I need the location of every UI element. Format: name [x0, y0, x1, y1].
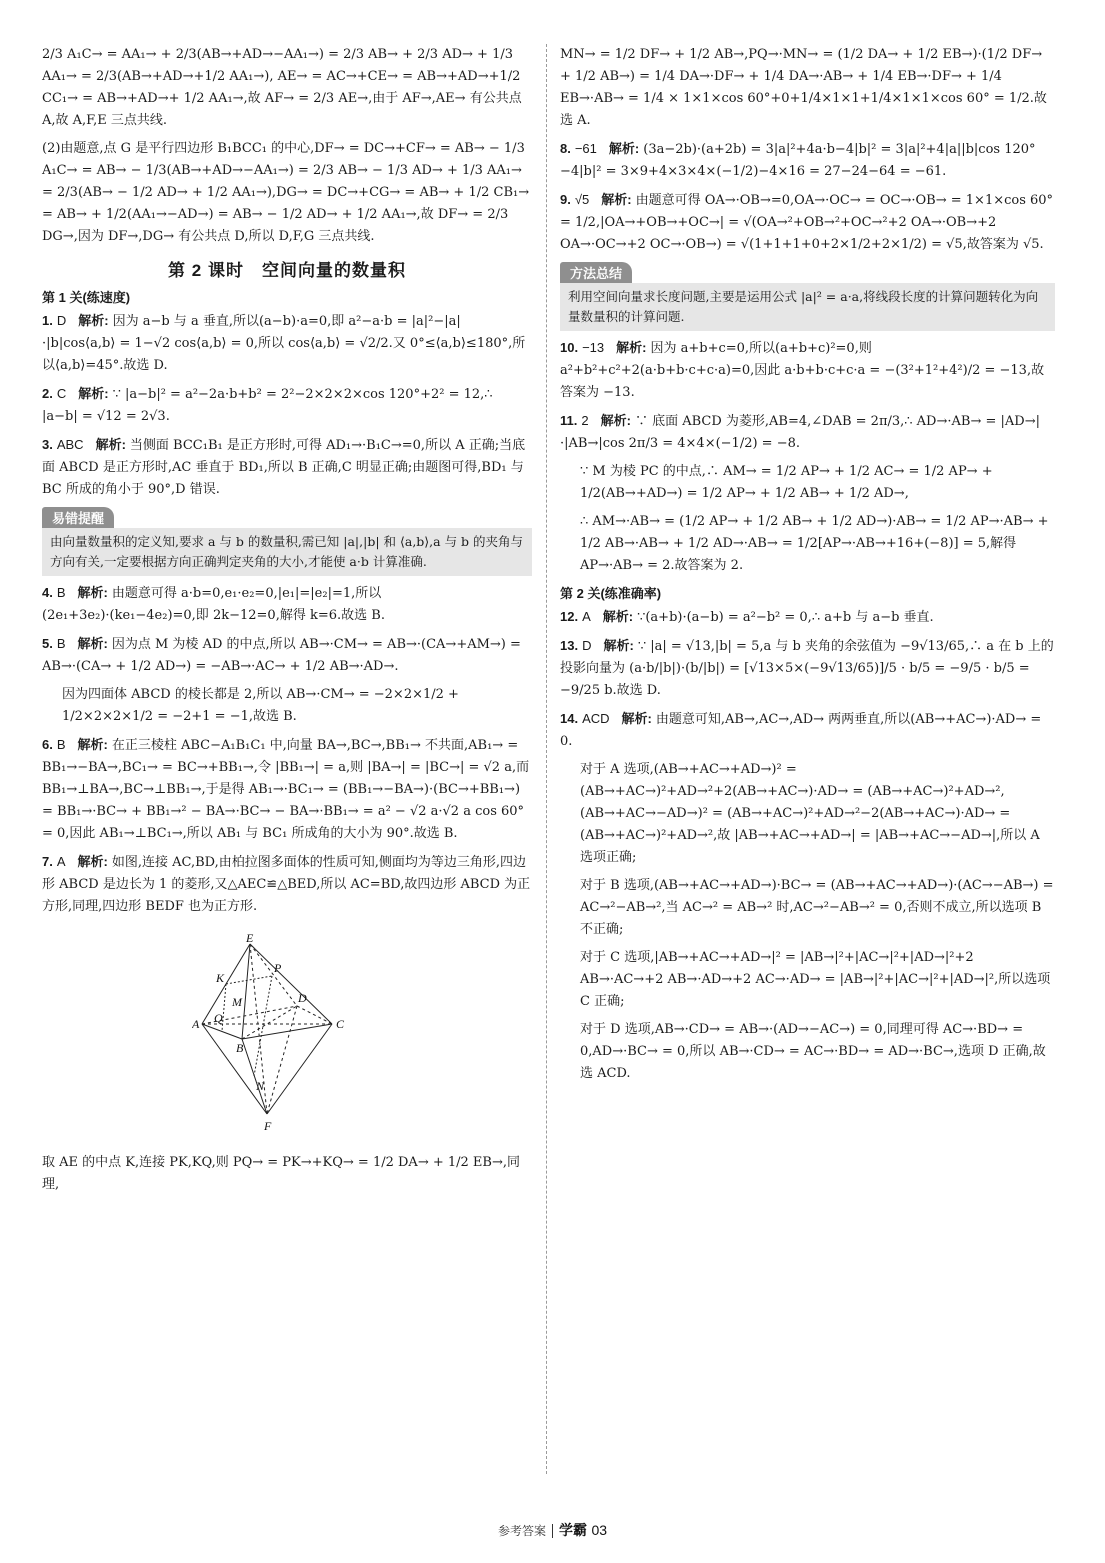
- answer-key: D: [56, 313, 67, 328]
- answer-key: D: [582, 638, 592, 653]
- analysis-label: 解析:: [77, 636, 108, 651]
- question-1: [42, 310, 532, 377]
- answer-key: √5: [574, 192, 590, 207]
- analysis-label: 解析:: [603, 638, 634, 653]
- answer-key: B: [56, 585, 66, 600]
- analysis-text: ∵ M 为棱 PC 的中点,∴ AM→ = 1/2 AP→ + 1/2 AC→ = 1/2 AP→ + 1/2(AB→+AD→) = 1/2 AP→ + 1/2 AB→ + 1/2 AD→,: [580, 464, 993, 501]
- answer-key: 2: [581, 413, 589, 428]
- answer-key: −61: [574, 141, 597, 156]
- question-14: [560, 708, 1055, 753]
- question-7: [42, 851, 532, 918]
- paragraph: MN→ = 1/2 DF→ + 1/2 AB→,PQ→·MN→ = (1/2 DA→ + 1/2 EB→)·(1/2 DF→ + 1/2 AB→) = 1/4 DA→·DF→ + 1/4 DA→·AB→ + 1/4 EB→·DF→ + 1/4 EB→·AB→ = 1/4 × 1×1×cos 60°+0+1/4×1×1+1/4×1×1×cos 60° = 1/2.故选 A.: [560, 47, 1047, 128]
- analysis-label: 解析:: [77, 585, 108, 600]
- question-10: [560, 337, 1055, 404]
- analysis-label: 解析:: [78, 313, 109, 328]
- vertex-label: Q: [214, 1011, 223, 1025]
- analysis-text: 因为点 M 为棱 AD 的中点,所以 AB→·CM→ = AB→·(CA→+AM→) = AB→·(CA→ + 1/2 AD→) = −AB→·AC→ + 1/2 AB→·AD→.: [42, 637, 521, 674]
- answer-key: B: [56, 636, 66, 651]
- question-3: [42, 434, 532, 501]
- question-number: 3.: [42, 437, 53, 452]
- question-number: 14.: [560, 711, 579, 726]
- analysis-label: 解析:: [77, 854, 108, 869]
- question-13: [560, 635, 1055, 702]
- question-number: 9.: [560, 192, 571, 207]
- analysis-label: 解析:: [602, 609, 634, 624]
- paragraph: (2)由题意,点 G 是平行四边形 B₁BCC₁ 的中心,DF→ = DC→+CF→ = AB→ − 1/3 A₁C→ = AB→ − 1/3(AB→+AD→−AA₁→) = 2/3 AB→ − 1/3 AD→ + 1/3 AA₁→ = 2/3(AB→ − 1/2 AD→ + 1/2 AA₁→),DG→ = DC→+CG→ = AB→ + 1/2 CB₁→ = AB→ + 1/2(AA₁→−AD→) = AB→ − 1/2 AD→ + 1/2 AA₁→,故 DF→ = 2/3 DG→,因为 DF→,DG→ 有公共点 D,所以 D,F,G 三点共线.: [42, 141, 530, 244]
- analysis-text: ∵ |a−b|² = a²−2a·b+b² = 2²−2×2×2×cos 120°+2² = 12,∴ |a−b| = √12 = 2√3.: [42, 387, 493, 424]
- answer-key: A: [582, 609, 591, 624]
- analysis-label: 解析:: [78, 386, 109, 401]
- paragraph: 2/3 A₁C→ = AA₁→ + 2/3(AB→+AD→−AA₁→) = 2/3 AB→ + 2/3 AD→ + 1/3 AA₁→ = 2/3(AB→+AD→+1/2 AA₁→), AE→ = AC→+CE→ = AB→+AD→+1/2 CC₁→ = AB→+AD→+ 1/2 AA₁→,故 AF→ = 2/3 AE→,由于 AF→,AE→ 有公共点 A,故 A,F,E 三点共线.: [42, 47, 522, 128]
- question-number: 6.: [42, 737, 53, 752]
- option-analysis: 对于 B 选项,(AB→+AC→+AD→)·BC→ = (AB→+AC→+AD→)·(AC→−AB→) = AC→²−AB→²,当 AC→² = AB→² 时,AC→²−AB→² = 0,否则不成立,所以选项 B 不正确;: [580, 878, 1054, 937]
- question-number: 5.: [42, 636, 53, 651]
- analysis-label: 解析:: [621, 711, 652, 726]
- footer-brand: 学霸: [558, 1522, 587, 1538]
- edge-line: [242, 944, 250, 1039]
- analysis-label: 解析:: [77, 737, 108, 752]
- column-divider: [546, 44, 547, 1474]
- option-analysis: 对于 C 选项,|AB→+AC→+AD→|² = |AB→|²+|AC→|²+|AD→|²+2 AB→·AC→+2 AB→·AD→+2 AC→·AD→ = |AB→|²+|AC→|²+|AD→|²,所以选项 C 正确;: [580, 950, 1051, 1009]
- method-box: [560, 262, 1055, 331]
- question-11: [560, 410, 1055, 455]
- analysis-text: ∵ |a| = √13,|b| = 5,a 与 b 夹角的余弦值为 −9√13/65,∴ a 在 b 上的投影向量为 (a·b/|b|)·(b/|b|) = [√13×5×(−9√13/65)]/5 · b/5 = −9/5 · b/5 = −9/25 b.故选 D.: [560, 639, 1054, 698]
- answer-key: ABC: [56, 437, 84, 452]
- level-heading: 第 2 关(练准确率): [560, 586, 662, 601]
- vertex-label: N: [256, 1079, 265, 1093]
- analysis-label: 解析:: [601, 192, 632, 207]
- question-number: 10.: [560, 340, 579, 355]
- edge-line: [202, 1024, 267, 1114]
- analysis-text: 因为 a−b 与 a 垂直,所以(a−b)·a=0,即 a²−a·b = |a|²−|a|·|b|cos⟨a,b⟩ = 1−√2 cos⟨a,b⟩ = 0,所以 cos⟨a,b⟩ = √2/2.又 0°≤⟨a,b⟩≤180°,所以⟨a,b⟩=45°.故选 D.: [42, 314, 526, 373]
- analysis-text: 当侧面 BCC₁B₁ 是正方形时,可得 AD₁→·B₁C→=0,所以 A 正确;当底面 ABCD 是正方形时,AC 垂直于 BD₁,所以 B 正确,C 明显正确;由题图可得,BD₁ 与 BC 所成的角小于 90°,D 错误.: [42, 438, 526, 497]
- level-heading: 第 1 关(练速度): [42, 290, 131, 305]
- analysis-label: 解析:: [608, 141, 640, 156]
- analysis-text: ∴ AM→·AB→ = (1/2 AP→ + 1/2 AB→ + 1/2 AD→)·AB→ = 1/2 AP→·AB→ + 1/2 AB→·AB→ + 1/2 AD→·AB→ = 1/2[AP→·AB→+16+(−8)] = 5,解得 AP→·AB→ = 2.故答案为 2.: [580, 514, 1049, 573]
- edge-line: [242, 1024, 332, 1039]
- edge-line: [297, 1006, 332, 1024]
- octahedron-figure: [192, 934, 372, 1134]
- analysis-text: 因为四面体 ABCD 的棱长都是 2,所以 AB→·CM→ = −2×2×1/2 + 1/2×2×2×1/2 = −2+1 = −1,故选 B.: [62, 687, 459, 724]
- vertex-label: D: [298, 991, 307, 1005]
- question-number: 2.: [42, 386, 53, 401]
- vertex-label: B: [236, 1041, 244, 1055]
- footer-divider: [552, 1524, 553, 1538]
- paragraph: 取 AE 的中点 K,连接 PK,KQ,则 PQ→ = PK→+KQ→ = 1/2 DA→ + 1/2 EB→,同理,: [42, 1155, 520, 1192]
- analysis-text: 如图,连接 AC,BD,由柏拉图多面体的性质可知,侧面均为等边三角形,四边形 ABCD 是边长为 1 的菱形,又△AEC≌△BED,所以 AC=BD,故四边形 ABCD 为正方形,同理,四边形 BEDF 也为正方形.: [42, 855, 531, 914]
- method-text: 利用空间向量求长度问题,主要是运用公式 |a|² = a·a,将线段长度的计算问题转化为向量数量积的计算问题.: [560, 283, 1055, 331]
- footer-label: 参考答案: [497, 1524, 546, 1538]
- question-4: [42, 582, 532, 627]
- answer-key: ACD: [582, 711, 610, 726]
- vertex-label: A: [192, 1017, 200, 1031]
- tip-box: [42, 507, 532, 576]
- analysis-label: 解析:: [616, 340, 647, 355]
- vertex-label: P: [274, 961, 282, 975]
- question-12: [560, 606, 1055, 629]
- question-number: 11.: [560, 413, 578, 428]
- segment-line: [226, 976, 272, 984]
- option-analysis: 对于 D 选项,AB→·CD→ = AB→·(AD→−AC→) = 0,同理可得 AC→·BD→ = 0,AD→·BC→ = 0,所以 AB→·CD→ = AC→·BD→ = AD→·BC→,选项 D 正确,故选 ACD.: [580, 1022, 1046, 1081]
- method-label: 方法总结: [560, 262, 632, 283]
- question-8: [560, 138, 1055, 183]
- analysis-text: 由题意可得 OA→·OB→=0,OA→·OC→ = OC→·OB→ = 1×1×cos 60° = 1/2,|OA→+OB→+OC→| = √(OA→²+OB→²+OC→²+2 OA→·OB→+2 OA→·OC→+2 OC→·OB→) = √(1+1+1+0+2×1/2+2×1/2) = √5,故答案为 √5.: [560, 193, 1054, 252]
- vertex-label: M: [232, 995, 242, 1009]
- vertex-label: C: [336, 1017, 345, 1031]
- analysis-label: 解析:: [600, 413, 631, 428]
- tip-text: 由向量数量积的定义知,要求 a 与 b 的数量积,需已知 |a|,|b| 和 ⟨a,b⟩,a 与 b 的夹角与方向有关,一定要根据方向正确判定夹角的大小,才能使 a·b 计算准确.: [42, 528, 532, 576]
- analysis-text: 由题意可得 a·b=0,e₁·e₂=0,|e₁|=|e₂|=1,所以(2e₁+3e₂)·(ke₁−4e₂)=0,即 2k−12=0,解得 k=6.故选 B.: [42, 586, 385, 623]
- question-9: [560, 189, 1055, 256]
- right-column: [560, 44, 1055, 1091]
- left-column: [42, 44, 532, 1202]
- vertex-label: F: [264, 1119, 272, 1133]
- question-number: 13.: [560, 638, 579, 653]
- answer-key: B: [56, 737, 66, 752]
- answer-key: −13: [582, 340, 605, 355]
- question-2: [42, 383, 532, 428]
- page-number: 03: [591, 1522, 608, 1538]
- question-number: 7.: [42, 854, 53, 869]
- question-number: 1.: [42, 313, 53, 328]
- edge-line: [250, 944, 297, 1006]
- section-title: 第 2 课时 空间向量的数量积: [168, 261, 406, 280]
- analysis-text: ∵ 底面 ABCD 为菱形,AB=4,∠DAB = 2π/3,∴ AD→·AB→ = |AD→|·|AB→|cos 2π/3 = 4×4×(−1/2) = −8.: [560, 414, 1040, 451]
- analysis-text: (3a−2b)·(a+2b) = 3|a|²+4a·b−4|b|² = 3|a|²+4|a||b|cos 120°−4|b|² = 3×9+4×3×4×(−1/2)−4×16 = 27−24−64 = −61.: [560, 142, 1036, 179]
- vertex-label: K: [216, 971, 225, 985]
- edge-line: [250, 944, 332, 1024]
- edge-line: [267, 1006, 297, 1114]
- analysis-text: ∵(a+b)·(a−b) = a²−b² = 0,∴ a+b 与 a−b 垂直.: [637, 610, 934, 625]
- vertex-label: E: [246, 934, 254, 945]
- tip-label: 易错提醒: [42, 507, 114, 528]
- answer-key: C: [56, 386, 67, 401]
- answer-key: A: [56, 854, 66, 869]
- question-number: 4.: [42, 585, 53, 600]
- question-6: [42, 734, 532, 845]
- question-number: 8.: [560, 141, 571, 156]
- edge-line: [267, 1024, 332, 1114]
- page-footer: [0, 1520, 1105, 1540]
- question-5: [42, 633, 532, 678]
- analysis-text: 在正三棱柱 ABC−A₁B₁C₁ 中,向量 BA→,BC→,BB₁→ 不共面,AB₁→ = BB₁→−BA→,BC₁→ = BC→+BB₁→,令 |BB₁→| = a,则 |BA→| = |BC→| = √2 a,而 BB₁→⊥BA→,BC→⊥BB₁→,于是得 AB₁→·BC₁→ = (BB₁→−BA→)·(BC→+BB₁→) = BB₁→·BC→ + BB₁→² − BA→·BC→ − BA→·BB₁→ = a² − √2 a·√2 a cos 60° = 0,因此 AB₁→⊥BC₁→,所以 AB₁ 与 BC₁ 所成角的大小为 90°.故选 B.: [42, 738, 530, 841]
- analysis-label: 解析:: [95, 437, 126, 452]
- question-number: 12.: [560, 609, 579, 624]
- analysis-text: 由题意可知,AB→,AC→,AD→ 两两垂直,所以(AB→+AC→)·AD→ = 0.: [560, 712, 1042, 749]
- option-analysis: 对于 A 选项,(AB→+AC→+AD→)² = (AB→+AC→)²+AD→²+2(AB→+AC→)·AD→ = (AB→+AC→)²+AD→²,(AB→+AC→−AD→)² = (AB→+AC→)²+AD→²−2(AB→+AC→)·AD→ = (AB→+AC→)²+AD→²,故 |AB→+AC→+AD→| = |AB→+AC→−AD→|,所以 A 选项正确;: [580, 762, 1040, 865]
- analysis-text: 因为 a+b+c=0,所以(a+b+c)²=0,则 a²+b²+c²+2(a·b+b·c+c·a)=0,因此 a·b+b·c+c·a = −(3²+1²+4²)/2 = −13,故答案为 −13.: [560, 341, 1045, 400]
